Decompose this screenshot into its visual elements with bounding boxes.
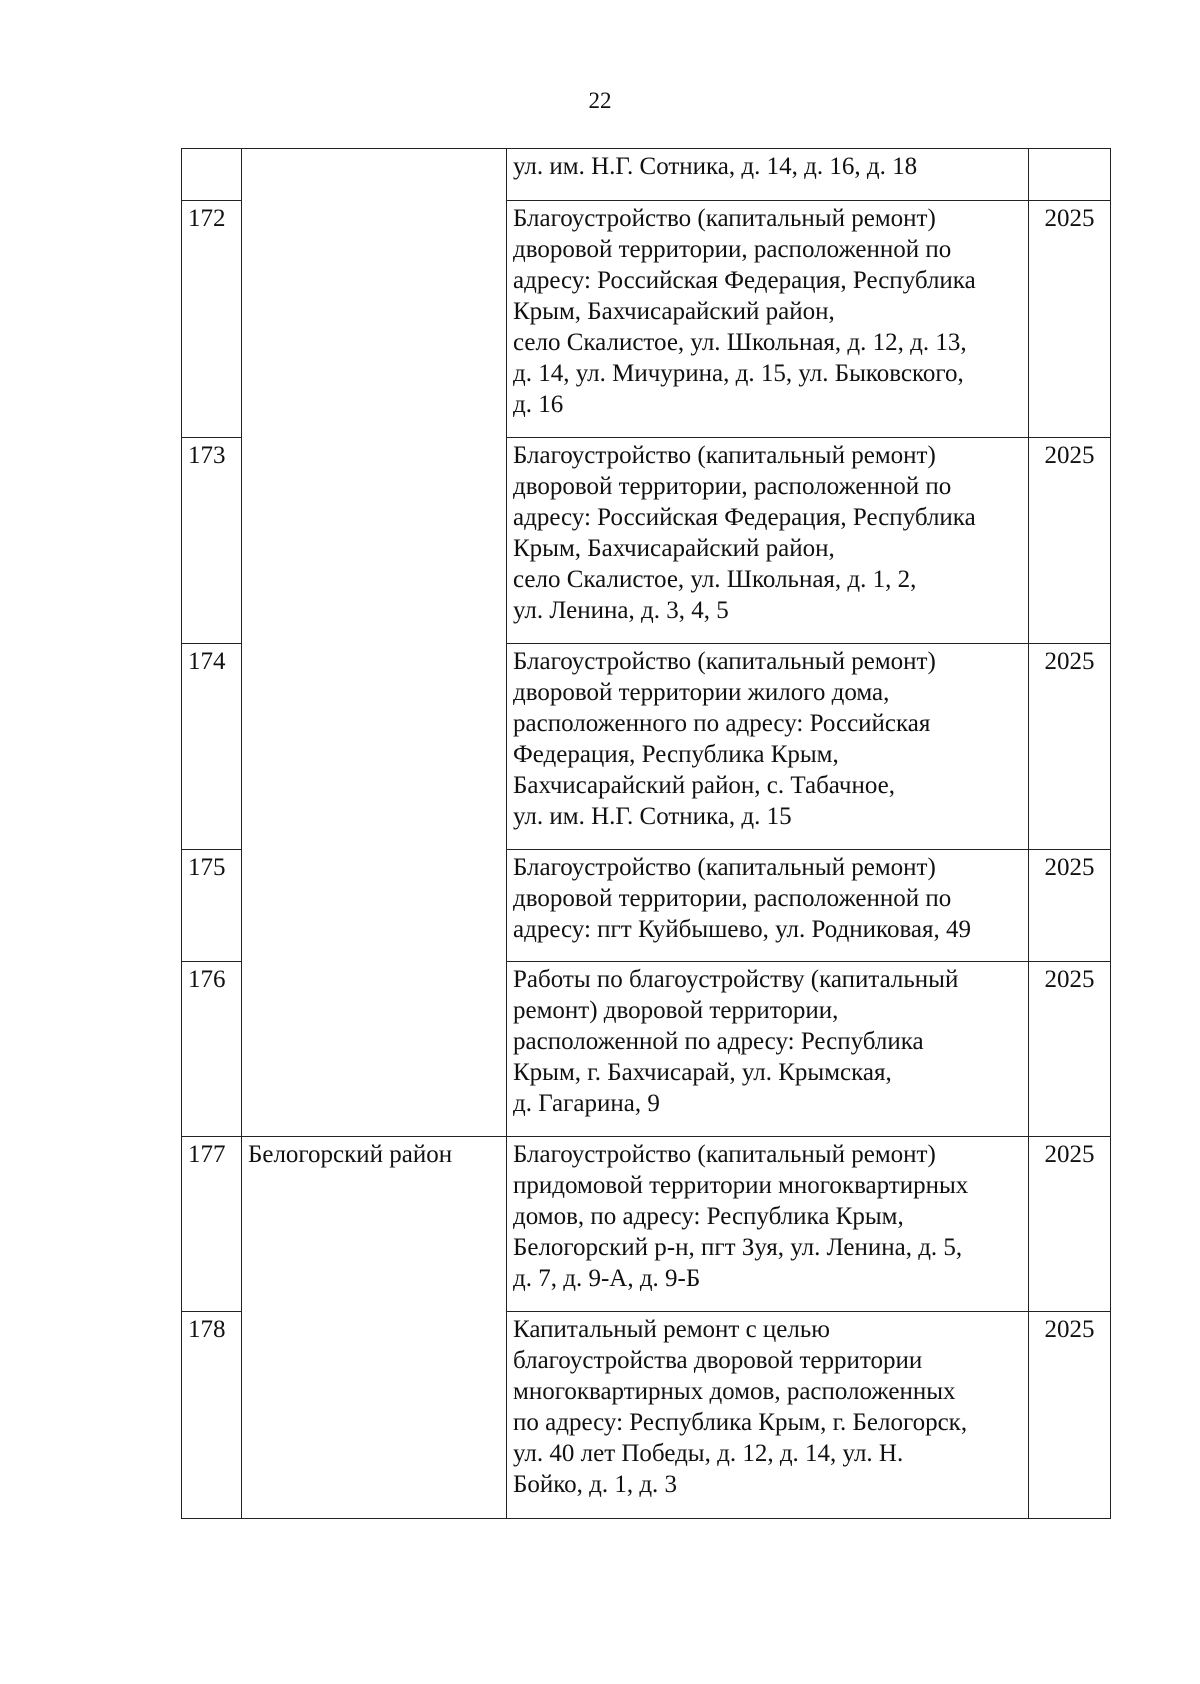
work-description: [507, 644, 1029, 850]
description-line: Белогорский р-н, пгт Зуя, ул. Ленина, д. 5,: [513, 1234, 963, 1261]
row-number: 173: [182, 438, 242, 644]
works-table: [181, 148, 1111, 1519]
description-line: домов, по адресу: Республика Крым,: [513, 1203, 904, 1230]
description-line: село Скалистое, ул. Школьная, д. 12, д. 13,: [513, 329, 967, 356]
description-line: д. 7, д. 9-А, д. 9-Б: [513, 1265, 701, 1292]
work-description: [507, 149, 1029, 201]
row-number: [182, 149, 242, 201]
table-row: [182, 149, 1111, 201]
year-cell: 2025: [1029, 850, 1111, 962]
work-description: [507, 438, 1029, 644]
work-description: [507, 201, 1029, 438]
description-line: адресу: пгт Куйбышево, ул. Родниковая, 49: [513, 916, 972, 943]
row-number: 177: [182, 1137, 242, 1312]
description-line: дворовой территории жилого дома,: [513, 679, 890, 706]
page-number: 22: [588, 88, 612, 113]
row-number: 175: [182, 850, 242, 962]
description-line: Федерация, Республика Крым,: [513, 741, 839, 768]
description-line: Крым, г. Бахчисарай, ул. Крымская,: [513, 1059, 892, 1086]
description-line: ул. им. Н.Г. Сотника, д. 14, д. 16, д. 18: [513, 153, 918, 180]
table-row: [182, 1137, 1111, 1312]
description-line: д. Гагарина, 9: [513, 1090, 660, 1117]
region-cell: [242, 149, 507, 1137]
description-line: Крым, Бахчисарайский район,: [513, 298, 835, 325]
work-description: [507, 1312, 1029, 1519]
work-description: [507, 850, 1029, 962]
row-number: 176: [182, 962, 242, 1137]
year-cell: 2025: [1029, 644, 1111, 850]
description-line: Благоустройство (капитальный ремонт): [513, 854, 936, 881]
description-line: благоустройства дворовой территории: [513, 1347, 923, 1374]
description-line: д. 14, ул. Мичурина, д. 15, ул. Быковского,: [513, 360, 964, 387]
year-cell: 2025: [1029, 1312, 1111, 1519]
description-line: село Скалистое, ул. Школьная, д. 1, 2,: [513, 566, 917, 593]
description-line: ул. Ленина, д. 3, 4, 5: [513, 597, 729, 624]
description-line: расположенной по адресу: Республика: [513, 1028, 924, 1055]
work-description: [507, 1137, 1029, 1312]
year-cell: 2025: [1029, 1137, 1111, 1312]
year-cell: 2025: [1029, 438, 1111, 644]
year-cell: 2025: [1029, 201, 1111, 438]
row-number: 174: [182, 644, 242, 850]
description-line: адресу: Российская Федерация, Республика: [513, 267, 976, 294]
description-line: расположенного по адресу: Российская: [513, 710, 931, 737]
description-line: ул. им. Н.Г. Сотника, д. 15: [513, 803, 792, 830]
description-line: Благоустройство (капитальный ремонт): [513, 648, 936, 675]
description-line: Бахчисарайский район, с. Табачное,: [513, 772, 895, 799]
work-description: [507, 962, 1029, 1137]
description-line: Благоустройство (капитальный ремонт): [513, 205, 936, 232]
region-cell: Белогорский район: [242, 1137, 507, 1519]
year-cell: [1029, 149, 1111, 201]
description-line: ремонт) дворовой территории,: [513, 997, 839, 1024]
description-line: Капитальный ремонт с целью: [513, 1316, 830, 1343]
description-line: д. 16: [513, 391, 564, 418]
row-number: 172: [182, 201, 242, 438]
description-line: по адресу: Республика Крым, г. Белогорск,: [513, 1409, 968, 1436]
description-line: адресу: Российская Федерация, Республика: [513, 504, 976, 531]
description-line: ул. 40 лет Победы, д. 12, д. 14, ул. Н.: [513, 1440, 904, 1467]
description-line: дворовой территории, расположенной по: [513, 885, 952, 912]
year-cell: 2025: [1029, 962, 1111, 1137]
description-line: дворовой территории, расположенной по: [513, 473, 952, 500]
description-line: Благоустройство (капитальный ремонт): [513, 442, 936, 469]
description-line: Благоустройство (капитальный ремонт): [513, 1141, 936, 1168]
description-line: Крым, Бахчисарайский район,: [513, 535, 835, 562]
description-line: многоквартирных домов, расположенных: [513, 1378, 956, 1405]
description-line: Бойко, д. 1, д. 3: [513, 1471, 678, 1498]
description-line: придомовой территории многоквартирных: [513, 1172, 969, 1199]
row-number: 178: [182, 1312, 242, 1519]
description-line: Работы по благоустройству (капитальный: [513, 966, 959, 993]
description-line: дворовой территории, расположенной по: [513, 236, 952, 263]
